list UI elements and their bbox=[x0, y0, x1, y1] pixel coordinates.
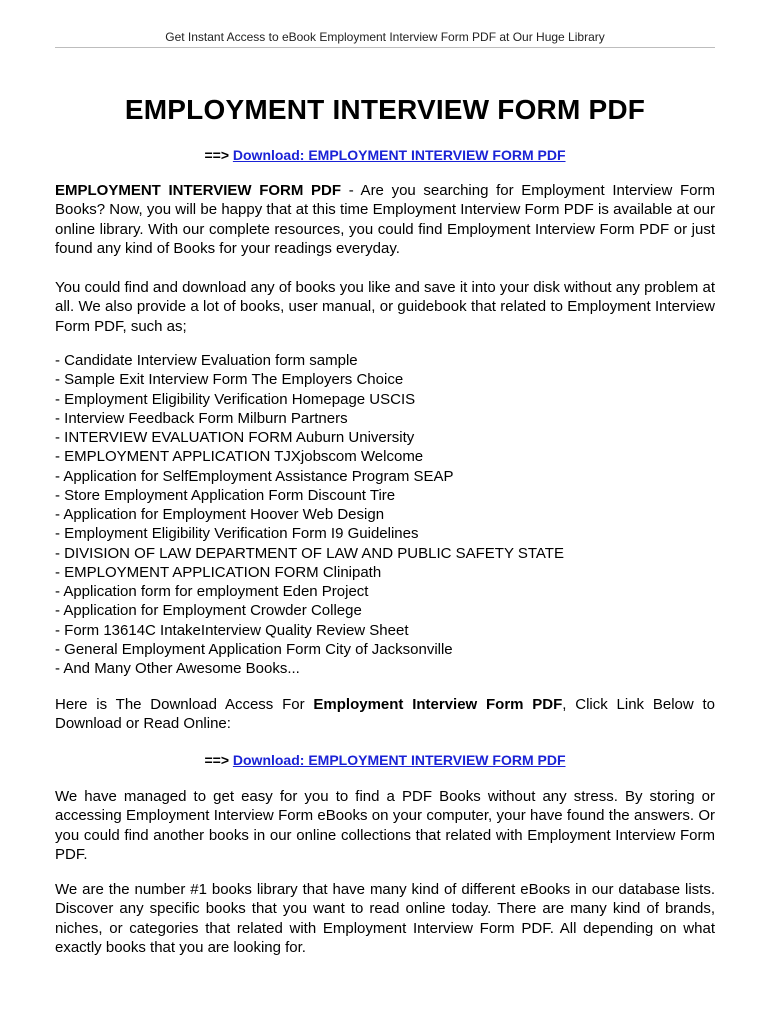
list-item: - Sample Exit Interview Form The Employers Choice bbox=[55, 371, 404, 389]
access-after: , Click Link Below to Download or Read Online: bbox=[55, 696, 715, 733]
intro-paragraph bbox=[55, 181, 715, 259]
list-item: - Application for SelfEmployment Assistance Program SEAP bbox=[55, 467, 454, 485]
list-item: - Interview Feedback Form Milburn Partners bbox=[55, 409, 348, 427]
download-prefix: ==> bbox=[204, 752, 233, 768]
page-header: Get Instant Access to eBook Employment Interview Form PDF at Our Huge Library bbox=[165, 30, 605, 44]
list-item: - Employment Eligibility Verification Form I9 Guidelines bbox=[55, 525, 419, 543]
find-paragraph: You could find and download any of books you like and save it into your disk without any problem at all. We also provide a lot of books, user manual, or guidebook that related to Employment Interview Form PDF, such as; bbox=[55, 279, 715, 335]
list-item: - EMPLOYMENT APPLICATION FORM Clinipath bbox=[55, 563, 382, 581]
access-before: Here is The Download Access For bbox=[55, 696, 314, 713]
intro-text: - Are you searching for Employment Interview Form Books? Now, you will be happy that at this time Employment Interview Form PDF is available at our online library. With our complete resources, you could find Employment Interview Form PDF or just found any kind of Books for your readings everyday. bbox=[55, 182, 715, 258]
access-bold: Employment Interview Form PDF bbox=[313, 696, 563, 713]
header-divider bbox=[55, 47, 715, 48]
download-line-top bbox=[55, 147, 715, 163]
page-title: EMPLOYMENT INTERVIEW FORM PDF bbox=[124, 94, 646, 125]
download-link-top[interactable]: Download: EMPLOYMENT INTERVIEW FORM PDF bbox=[232, 147, 566, 163]
list-item: - DIVISION OF LAW DEPARTMENT OF LAW AND PUBLIC SAFETY STATE bbox=[55, 544, 564, 562]
access-paragraph bbox=[55, 695, 715, 734]
library-paragraph: We are the number #1 books library that have many kind of different eBooks in our database lists. Discover any specific books that you want to read online today. There are many kind of brands, niches, or categories that related with Employment Interview Form PDF. All depending on what exactly books that you are looking for. bbox=[55, 881, 715, 957]
book-list bbox=[55, 351, 715, 678]
list-item: - General Employment Application Form City of Jacksonville bbox=[55, 640, 453, 658]
download-prefix: ==> bbox=[204, 147, 233, 163]
download-line-bottom bbox=[55, 752, 715, 768]
download-link-bottom[interactable]: Download: EMPLOYMENT INTERVIEW FORM PDF bbox=[232, 752, 566, 768]
list-item: - Application for Employment Hoover Web Design bbox=[55, 506, 385, 523]
list-item: - Store Employment Application Form Discount Tire bbox=[55, 486, 396, 504]
list-item: - Application form for employment Eden Project bbox=[55, 583, 369, 600]
list-item: - Candidate Interview Evaluation form sample bbox=[55, 352, 358, 369]
list-item: - Form 13614C IntakeInterview Quality Review Sheet bbox=[55, 621, 409, 639]
managed-paragraph: We have managed to get easy for you to find a PDF Books without any stress. By storing or accessing Employment Interview Form eBooks on your computer, your have found the answers. Or you could find another books in our online collections that related with Employment Interview Form PDF. bbox=[55, 788, 715, 864]
intro-bold: EMPLOYMENT INTERVIEW FORM PDF bbox=[55, 182, 342, 199]
list-item: - Employment Eligibility Verification Homepage USCIS bbox=[55, 390, 416, 408]
list-item: - And Many Other Awesome Books... bbox=[55, 660, 300, 677]
list-item: - INTERVIEW EVALUATION FORM Auburn University bbox=[55, 429, 415, 446]
list-item: - EMPLOYMENT APPLICATION TJXjobscom Welcome bbox=[55, 448, 424, 466]
list-item: - Application for Employment Crowder College bbox=[55, 602, 362, 620]
